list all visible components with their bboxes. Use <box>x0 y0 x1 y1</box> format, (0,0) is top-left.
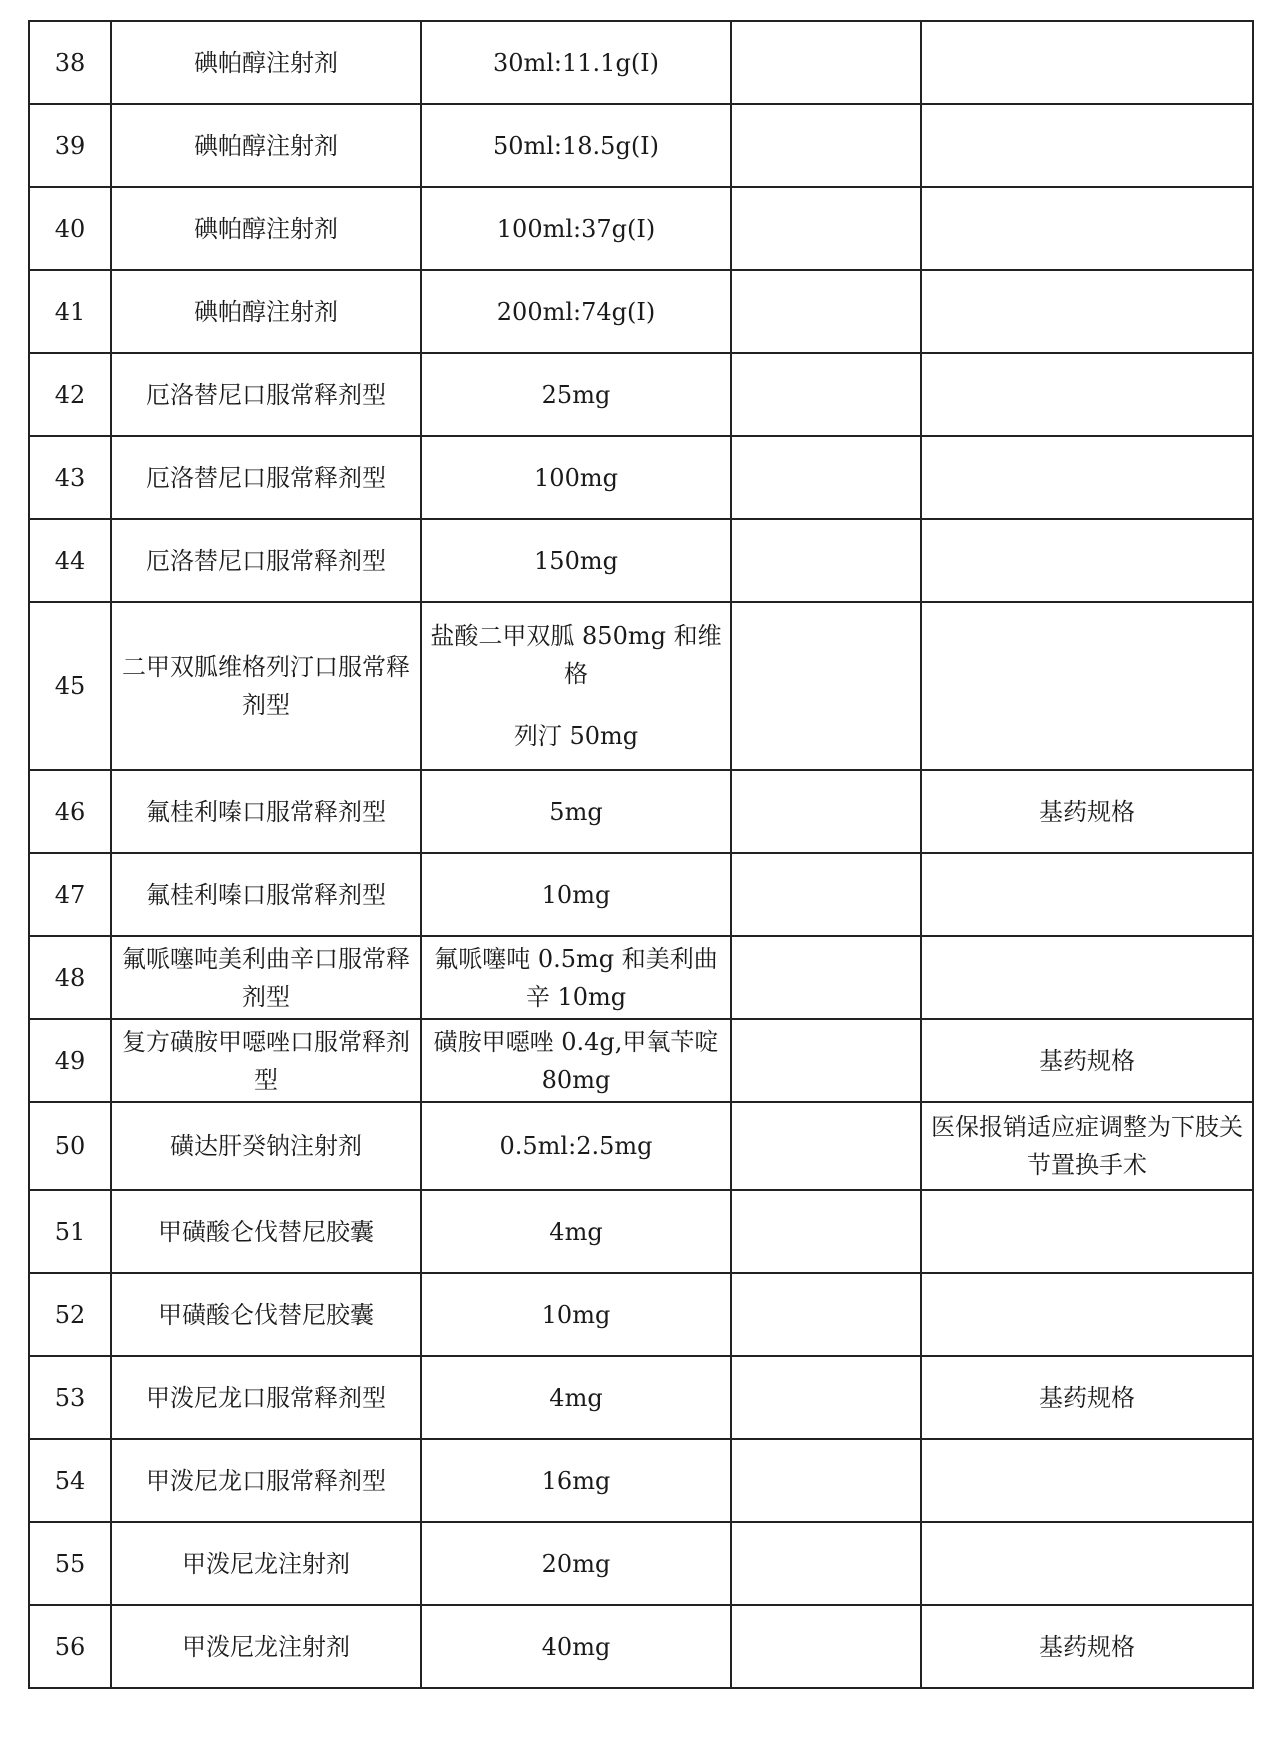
note-cell <box>921 104 1253 187</box>
drug-name-cell: 甲磺酸仑伐替尼胶囊 <box>111 1190 421 1273</box>
drug-name-cell: 厄洛替尼口服常释剂型 <box>111 353 421 436</box>
spec-cell <box>421 770 731 853</box>
drug-name-cell: 甲磺酸仑伐替尼胶囊 <box>111 1273 421 1356</box>
drug-name-cell: 甲泼尼龙口服常释剂型 <box>111 1439 421 1522</box>
spec-gap <box>426 693 726 717</box>
extra-cell <box>731 1190 921 1273</box>
spec-line: 磺胺甲噁唑 0.4g,甲氧苄啶 80mg <box>433 1027 719 1094</box>
spec-line: 200ml:74g(I) <box>496 297 656 326</box>
row-number-cell: 38 <box>29 21 111 104</box>
extra-cell <box>731 936 921 1019</box>
note-cell: 基药规格 <box>921 1605 1253 1688</box>
table-row <box>29 353 1253 436</box>
table-row <box>29 21 1253 104</box>
extra-cell <box>731 770 921 853</box>
spec-line: 0.5ml:2.5mg <box>499 1132 653 1160</box>
row-number-cell: 40 <box>29 187 111 270</box>
table-row <box>29 1273 1253 1356</box>
extra-cell <box>731 1273 921 1356</box>
note-cell: 基药规格 <box>921 1019 1253 1102</box>
table-row <box>29 1190 1253 1273</box>
note-cell <box>921 936 1253 1019</box>
extra-cell <box>731 353 921 436</box>
drug-name-cell: 厄洛替尼口服常释剂型 <box>111 519 421 602</box>
spec-cell <box>421 104 731 187</box>
extra-cell <box>731 602 921 770</box>
drug-name-cell: 甲泼尼龙注射剂 <box>111 1605 421 1688</box>
spec-cell <box>421 1102 731 1190</box>
spec-cell <box>421 936 731 1019</box>
row-number-cell: 43 <box>29 436 111 519</box>
row-number-cell: 42 <box>29 353 111 436</box>
spec-line: 100mg <box>534 463 618 492</box>
row-number-cell: 48 <box>29 936 111 1019</box>
row-number-cell: 51 <box>29 1190 111 1273</box>
row-number-cell: 56 <box>29 1605 111 1688</box>
spec-line: 4mg <box>549 1217 603 1246</box>
table-body <box>29 21 1253 1688</box>
extra-cell <box>731 187 921 270</box>
drug-name-cell: 碘帕醇注射剂 <box>111 104 421 187</box>
drug-name-cell: 氟桂利嗪口服常释剂型 <box>111 770 421 853</box>
extra-cell <box>731 1102 921 1190</box>
table-row <box>29 602 1253 770</box>
spec-cell <box>421 187 731 270</box>
note-cell: 基药规格 <box>921 770 1253 853</box>
drug-name-cell: 复方磺胺甲噁唑口服常释剂型 <box>111 1019 421 1102</box>
spec-cell <box>421 602 731 770</box>
extra-cell <box>731 1439 921 1522</box>
spec-cell <box>421 436 731 519</box>
table-row <box>29 436 1253 519</box>
spec-line: 16mg <box>541 1466 611 1495</box>
table-row <box>29 519 1253 602</box>
spec-cell <box>421 853 731 936</box>
table-row <box>29 187 1253 270</box>
spec-cell <box>421 353 731 436</box>
spec-line: 25mg <box>541 380 611 409</box>
spec-line: 50ml:18.5g(I) <box>492 131 660 160</box>
spec-cell <box>421 1522 731 1605</box>
row-number-cell: 39 <box>29 104 111 187</box>
spec-cell <box>421 21 731 104</box>
extra-cell <box>731 1356 921 1439</box>
table-row <box>29 270 1253 353</box>
table-row <box>29 1102 1253 1190</box>
extra-cell <box>731 1019 921 1102</box>
note-cell: 医保报销适应症调整为下肢关节置换手术 <box>921 1102 1253 1190</box>
table-row <box>29 1439 1253 1522</box>
extra-cell <box>731 21 921 104</box>
spec-cell <box>421 1190 731 1273</box>
extra-cell <box>731 1605 921 1688</box>
drug-table-page <box>28 20 1252 1689</box>
table-row <box>29 1019 1253 1102</box>
row-number-cell: 49 <box>29 1019 111 1102</box>
table-row <box>29 1522 1253 1605</box>
drug-name-cell: 氟哌噻吨美利曲辛口服常释剂型 <box>111 936 421 1019</box>
note-cell <box>921 21 1253 104</box>
row-number-cell: 47 <box>29 853 111 936</box>
spec-line: 10mg <box>541 880 611 909</box>
table-row <box>29 770 1253 853</box>
note-cell <box>921 519 1253 602</box>
row-number-cell: 46 <box>29 770 111 853</box>
extra-cell <box>731 436 921 519</box>
row-number-cell: 45 <box>29 602 111 770</box>
note-cell <box>921 436 1253 519</box>
extra-cell <box>731 1522 921 1605</box>
spec-cell <box>421 1605 731 1688</box>
spec-line: 150mg <box>534 546 618 575</box>
note-cell <box>921 1273 1253 1356</box>
spec-line: 30ml:11.1g(I) <box>492 48 660 77</box>
spec-line: 40mg <box>541 1632 611 1661</box>
extra-cell <box>731 519 921 602</box>
drug-name-cell: 厄洛替尼口服常释剂型 <box>111 436 421 519</box>
note-cell <box>921 1439 1253 1522</box>
row-number-cell: 53 <box>29 1356 111 1439</box>
spec-cell <box>421 270 731 353</box>
table-row <box>29 104 1253 187</box>
spec-line: 100ml:37g(I) <box>496 214 656 243</box>
note-cell <box>921 187 1253 270</box>
row-number-cell: 41 <box>29 270 111 353</box>
row-number-cell: 52 <box>29 1273 111 1356</box>
spec-cell <box>421 1439 731 1522</box>
drug-name-cell: 甲泼尼龙注射剂 <box>111 1522 421 1605</box>
note-cell: 基药规格 <box>921 1356 1253 1439</box>
table-row <box>29 1605 1253 1688</box>
drug-name-cell: 碘帕醇注射剂 <box>111 187 421 270</box>
spec-line: 氟哌噻吨 0.5mg 和美利曲辛 10mg <box>434 944 718 1011</box>
spec-line: 4mg <box>549 1383 603 1412</box>
spec-line: 10mg <box>541 1300 611 1329</box>
drug-name-cell: 二甲双胍维格列汀口服常释剂型 <box>111 602 421 770</box>
row-number-cell: 50 <box>29 1102 111 1190</box>
spec-cell <box>421 1273 731 1356</box>
spec-cell <box>421 1356 731 1439</box>
spec-cell <box>421 1019 731 1102</box>
drug-name-cell: 磺达肝癸钠注射剂 <box>111 1102 421 1190</box>
drug-name-cell: 甲泼尼龙口服常释剂型 <box>111 1356 421 1439</box>
spec-line: 列汀 50mg <box>513 722 639 750</box>
row-number-cell: 44 <box>29 519 111 602</box>
note-cell <box>921 353 1253 436</box>
drug-name-cell: 氟桂利嗪口服常释剂型 <box>111 853 421 936</box>
drug-spec-table <box>28 20 1254 1689</box>
extra-cell <box>731 104 921 187</box>
note-cell <box>921 1522 1253 1605</box>
table-row <box>29 1356 1253 1439</box>
drug-name-cell: 碘帕醇注射剂 <box>111 270 421 353</box>
note-cell <box>921 1190 1253 1273</box>
row-number-cell: 55 <box>29 1522 111 1605</box>
table-row <box>29 936 1253 1019</box>
spec-line: 盐酸二甲双胍 850mg 和维格 <box>430 622 722 688</box>
spec-line: 20mg <box>541 1549 611 1578</box>
note-cell <box>921 602 1253 770</box>
spec-line: 5mg <box>549 797 603 826</box>
row-number-cell: 54 <box>29 1439 111 1522</box>
extra-cell <box>731 270 921 353</box>
note-cell <box>921 270 1253 353</box>
note-cell <box>921 853 1253 936</box>
drug-name-cell: 碘帕醇注射剂 <box>111 21 421 104</box>
extra-cell <box>731 853 921 936</box>
table-row <box>29 853 1253 936</box>
spec-cell <box>421 519 731 602</box>
